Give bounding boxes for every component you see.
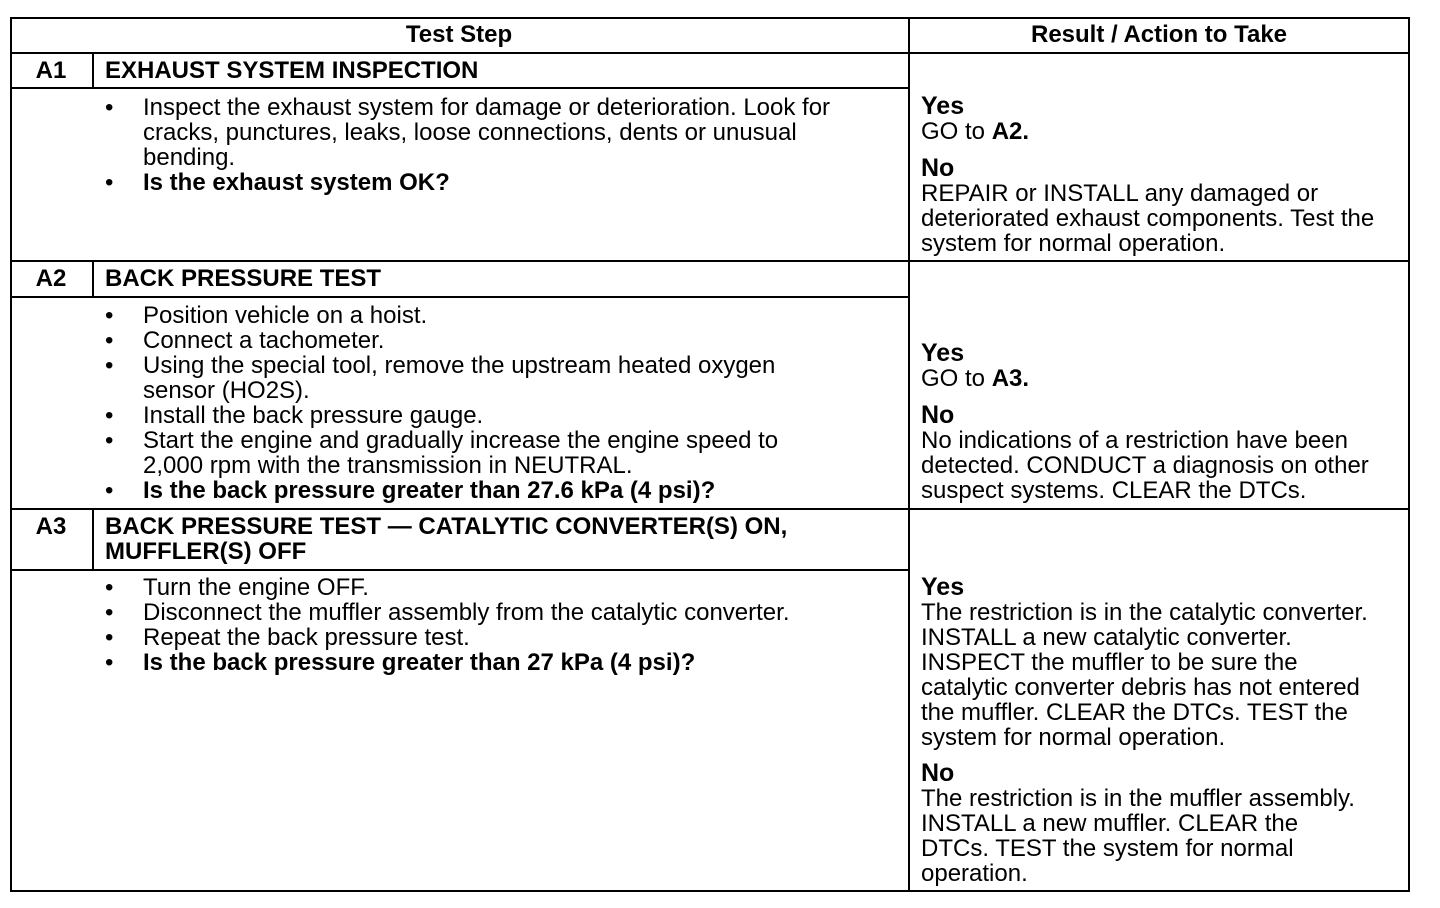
bullet-icon: • xyxy=(105,427,114,454)
a2-yes-label: Yes xyxy=(921,339,965,367)
step-ref: A2 xyxy=(991,118,1023,145)
a3-no-action: The restriction is in the muffler assembly. INSTALL a new muffler. CLEAR the DTCs. TEST the system for normal operation. xyxy=(921,785,1355,887)
table-border-top xyxy=(10,17,1410,19)
list-item-line: Is the exhaust system OK? xyxy=(143,169,450,196)
step-title-a1: EXHAUST SYSTEM INSPECTION xyxy=(105,57,479,84)
header-rule xyxy=(10,52,1410,54)
a3-id-divider xyxy=(92,509,94,571)
bullet-icon: • xyxy=(105,352,114,379)
list-item-line: cracks, punctures, leaks, loose connections, dents or unusual xyxy=(143,119,797,146)
table-border-bottom xyxy=(10,890,1410,892)
step-title-a2: BACK PRESSURE TEST xyxy=(105,265,382,292)
a2-title-rule xyxy=(10,296,909,298)
a1-bottom-rule xyxy=(10,260,1410,262)
bullet-icon: • xyxy=(105,649,114,676)
bullet-icon: • xyxy=(105,327,114,354)
table-border-left xyxy=(10,17,12,892)
a2-bullet-3: • Using the special tool, remove the upstream heated oxygen sensor (HO2S). xyxy=(105,352,776,404)
a3-bullet-2: • Disconnect the muffler assembly from the catalytic converter. xyxy=(105,599,790,626)
a2-id-divider xyxy=(92,261,94,298)
bullet-icon: • xyxy=(105,599,114,626)
a2-bullet-5: • Start the engine and gradually increase the engine speed to 2,000 rpm with the transmission in NEUTRAL. xyxy=(105,427,779,479)
a2-yes-action: GO to A3. xyxy=(921,365,1030,392)
step-id-a3: A3 xyxy=(35,513,67,540)
list-item-line: Inspect the exhaust system for damage or deterioration. Look for xyxy=(143,94,831,121)
a1-yes-action: GO to A2. xyxy=(921,118,1030,145)
a1-no-label: No xyxy=(921,154,955,182)
bullet-icon: • xyxy=(105,477,114,504)
a1-title-rule xyxy=(10,87,909,89)
step-ref: A3 xyxy=(991,365,1023,392)
bullet-icon: • xyxy=(105,302,114,329)
bullet-icon: • xyxy=(105,624,114,651)
a3-yes-action: The restriction is in the catalytic converter. INSTALL a new catalytic converter. INSPECT the muffler to be sure the catalytic converter debris has not entered the muffler. CLEAR the DTCs. TEST the system for normal operation. xyxy=(921,599,1368,751)
a1-no-action: REPAIR or INSTALL any damaged or deteriorated exhaust components. Test the system for normal operation. xyxy=(921,180,1375,257)
a2-bottom-rule xyxy=(10,508,1410,510)
bullet-icon: • xyxy=(105,94,114,121)
a2-bullet-1: • Position vehicle on a hoist. xyxy=(105,302,428,329)
a2-bullet-6: • Is the back pressure greater than 27.6 kPa (4 psi)? xyxy=(105,477,716,504)
step-id-a1: A1 xyxy=(35,57,67,84)
list-item-line: bending. xyxy=(143,144,236,171)
step-id-a2: A2 xyxy=(35,265,67,292)
diagnostic-table xyxy=(10,17,1410,892)
header-result-action: Result / Action to Take xyxy=(1030,21,1288,48)
a2-bullet-4: • Install the back pressure gauge. xyxy=(105,402,484,429)
column-divider xyxy=(908,17,910,892)
bullet-icon: • xyxy=(105,169,114,196)
a3-no-label: No xyxy=(921,759,955,787)
a2-bullet-2: • Connect a tachometer. xyxy=(105,327,385,354)
a1-yes-label: Yes xyxy=(921,92,965,120)
a2-no-label: No xyxy=(921,401,955,429)
bullet-icon: • xyxy=(105,402,114,429)
table-border-right xyxy=(1408,17,1410,892)
a3-bullet-3: • Repeat the back pressure test. xyxy=(105,624,470,651)
a2-no-action: No indications of a restriction have been detected. CONDUCT a diagnosis on other suspect systems. CLEAR the DTCs. xyxy=(921,427,1369,504)
step-title-a3: BACK PRESSURE TEST — CATALYTIC CONVERTER(S) ON, MUFFLER(S) OFF xyxy=(105,513,788,565)
a1-bullet-2 xyxy=(105,170,885,195)
a3-title-rule xyxy=(10,569,909,571)
a3-yes-label: Yes xyxy=(921,573,965,601)
a1-id-divider xyxy=(92,53,94,89)
a3-bullet-4: • Is the back pressure greater than 27 kPa (4 psi)? xyxy=(105,649,696,676)
a3-bullet-1: • Turn the engine OFF. xyxy=(105,574,369,601)
header-test-step: Test Step xyxy=(405,21,513,48)
bullet-icon: • xyxy=(105,574,114,601)
a1-bullet-1 xyxy=(105,95,885,170)
